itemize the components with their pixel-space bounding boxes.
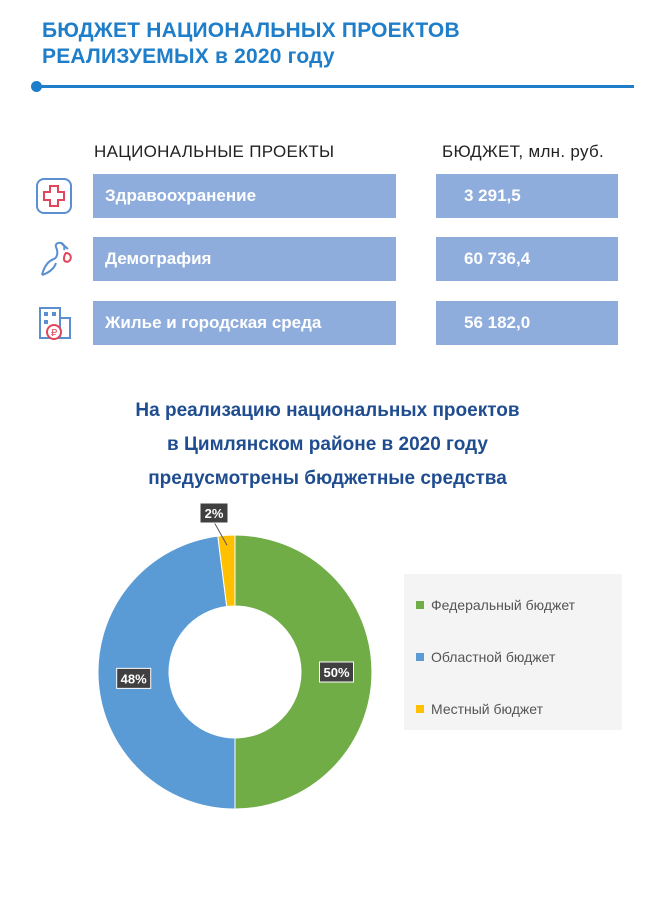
budget-donut-chart: [90, 500, 390, 820]
data-label-local: [200, 503, 228, 523]
project-bar-housing: Жилье и городская среда: [93, 301, 396, 345]
column-header-budget: БЮДЖЕТ, млн. руб.: [442, 142, 605, 161]
data-label-local-text: 2%: [204, 506, 224, 521]
legend-label-federal: Федеральный бюджет: [431, 597, 576, 613]
page-title-line-2: РЕАЛИЗУЕМЫХ в 2020 году: [42, 45, 335, 68]
page-title: [42, 18, 602, 70]
data-label-regional: [117, 668, 151, 688]
title-divider: [36, 85, 634, 88]
budget-value-housing: 56 182,0: [436, 301, 618, 345]
chart-heading-line-2: в Цимлянском районе в 2020 году: [167, 434, 488, 455]
buildings-ruble-icon: [34, 302, 74, 342]
data-label-federal-text: 50%: [323, 665, 350, 680]
stork-icon: [34, 239, 74, 279]
chart-heading: [60, 394, 595, 496]
budget-value-healthcare: 3 291,5: [436, 174, 618, 218]
data-label-federal: [320, 662, 354, 682]
page-title-line-1: БЮДЖЕТ НАЦИОНАЛЬНЫХ ПРОЕКТОВ: [42, 19, 460, 42]
legend-item-local: [416, 700, 543, 718]
project-bar-healthcare: Здравоохранение: [93, 174, 396, 218]
column-header-projects: НАЦИОНАЛЬНЫЕ ПРОЕКТЫ: [94, 142, 335, 161]
legend-item-federal: [416, 596, 575, 614]
budget-value-demography: 60 736,4: [436, 237, 618, 281]
data-label-regional-text: 48%: [120, 671, 147, 687]
legend-swatch-local: [416, 705, 424, 713]
chart-heading-line-1: На реализацию национальных проектов: [135, 400, 520, 421]
chart-heading-line-3: предусмотрены бюджетные средства: [148, 468, 507, 489]
legend-label-local: Местный бюджет: [431, 701, 543, 717]
svg-text:₽: ₽: [50, 328, 58, 339]
legend-label-regional: Областной бюджет: [431, 649, 556, 665]
medical-cross-icon: [34, 176, 74, 216]
chart-legend: [404, 574, 622, 730]
legend-swatch-federal: [416, 601, 424, 609]
title-divider-dot: [31, 81, 42, 92]
legend-item-regional: [416, 648, 555, 666]
legend-swatch-regional: [416, 653, 424, 661]
project-bar-demography: Демография: [93, 237, 396, 281]
